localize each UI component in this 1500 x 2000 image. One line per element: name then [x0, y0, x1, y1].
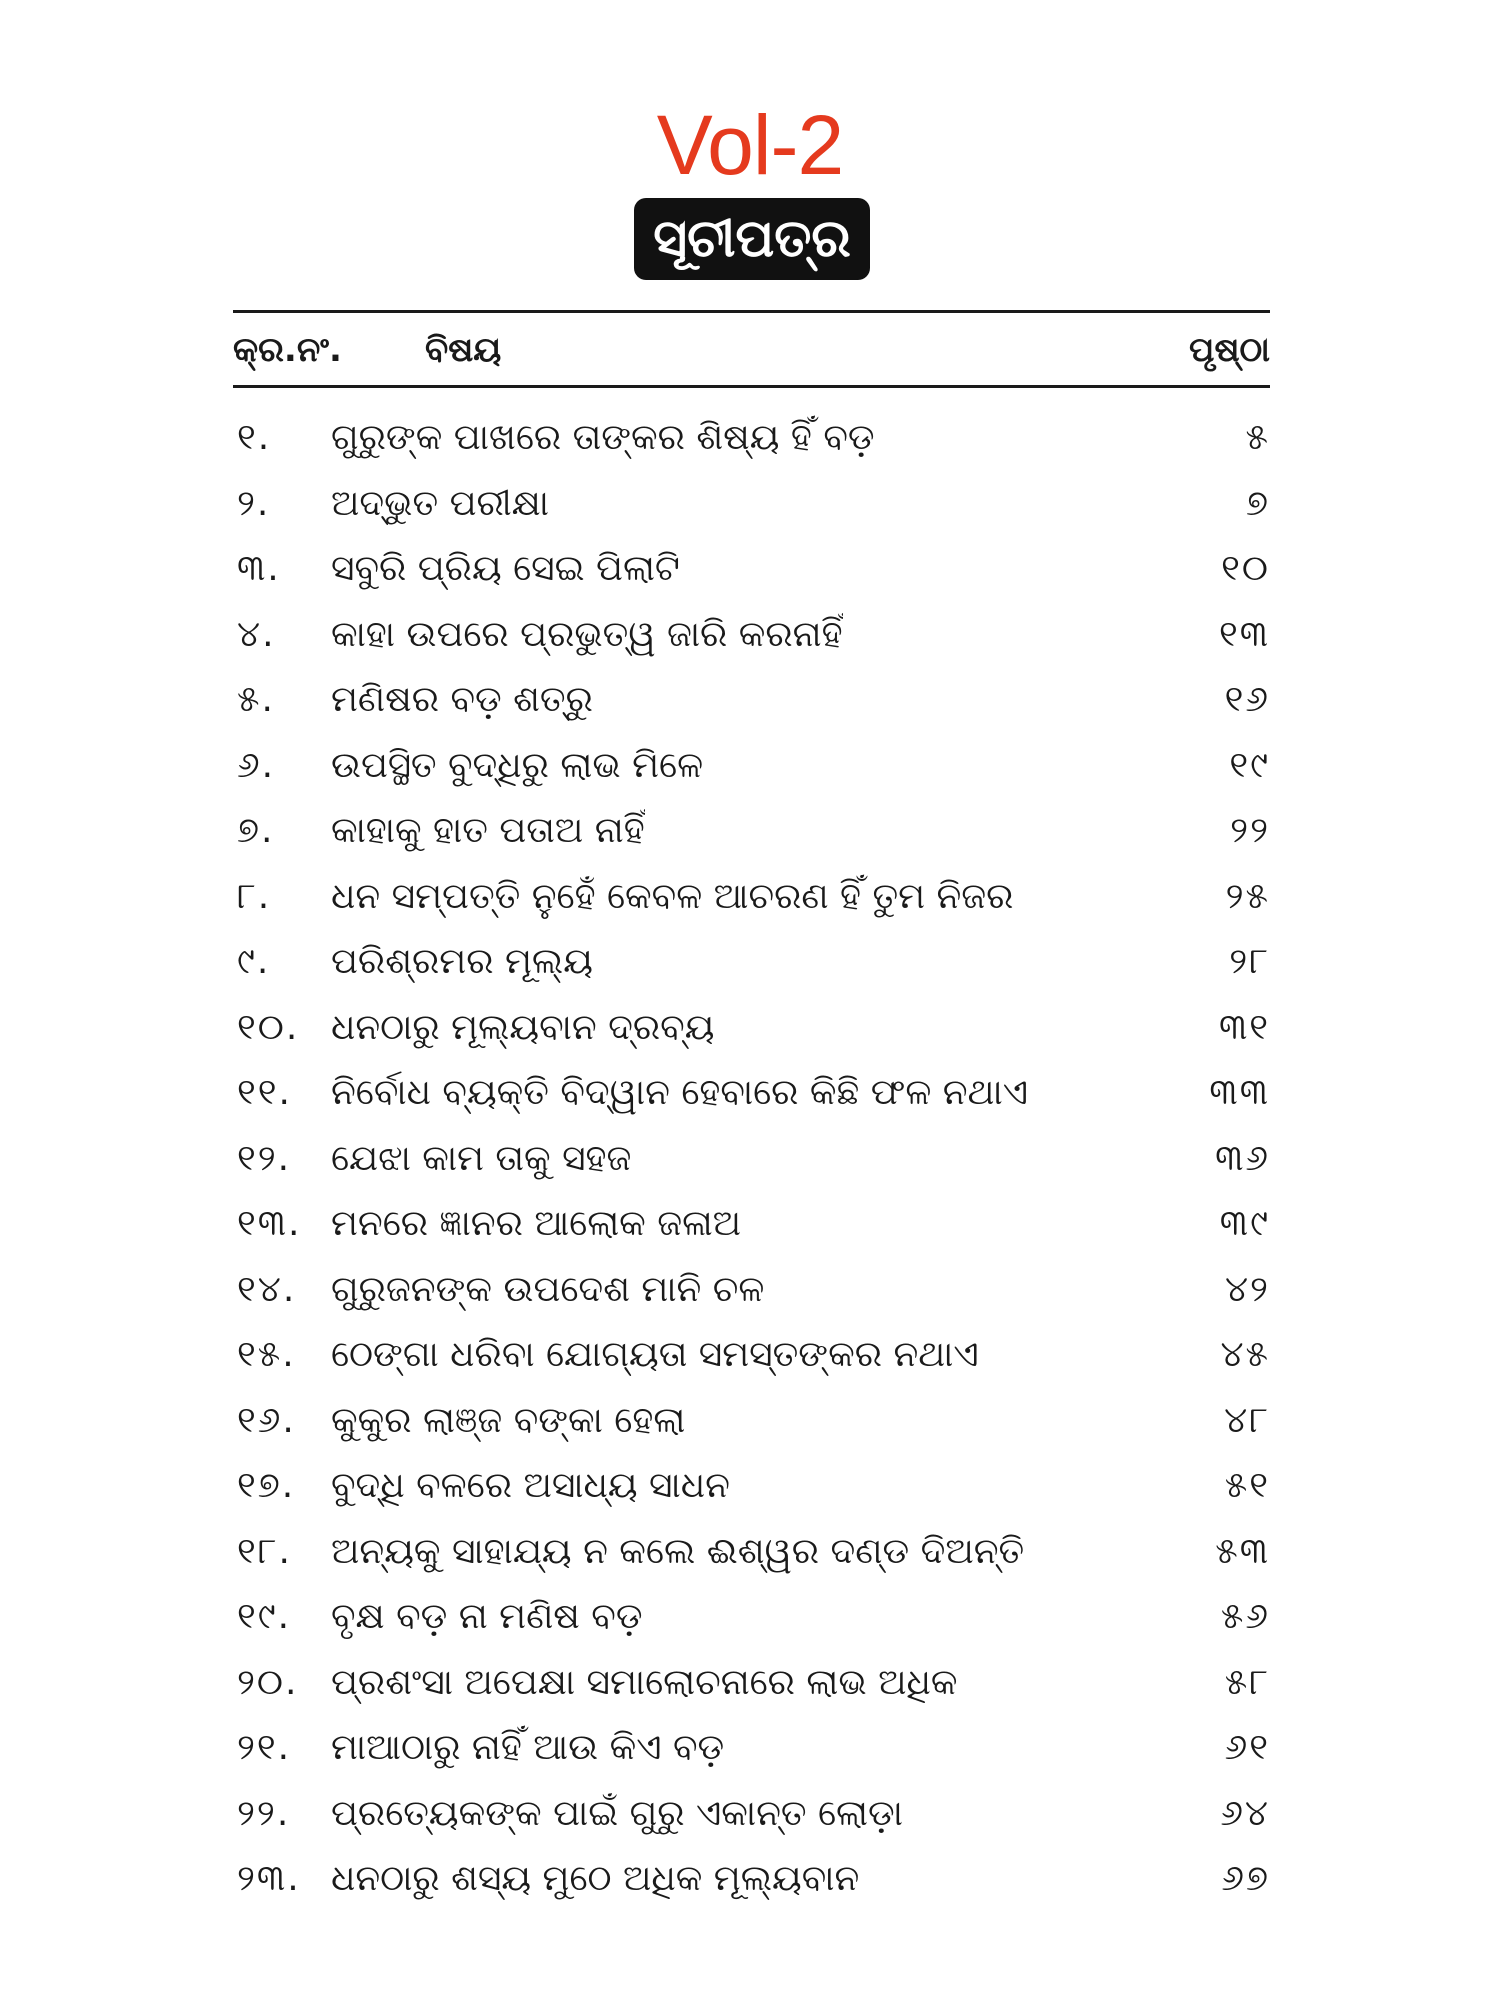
entry-page-number: ୨୨ — [1230, 810, 1270, 851]
entry-number: ୧୬. — [237, 1399, 296, 1441]
entry-number: ୧୨. — [237, 1137, 292, 1179]
contents-entry — [233, 1453, 1270, 1519]
entry-page-number: ୧୦ — [1221, 548, 1270, 589]
contents-entry — [233, 1322, 1270, 1388]
contents-entry — [233, 1715, 1270, 1781]
entry-page-number: ୧୩ — [1218, 613, 1270, 655]
contents-entry — [233, 1191, 1270, 1257]
entry-number: ୩. — [237, 548, 281, 589]
entry-page-number: ୬୧ — [1224, 1727, 1270, 1768]
entry-title: ଯେଝା କାମ ତାକୁ ସହଜ — [331, 1137, 632, 1179]
entry-title: ଠେଙ୍ଗା ଧରିବା ଯୋଗ୍ୟତା ସମସ୍ତଙ୍କର ନଥାଏ — [331, 1334, 979, 1375]
entry-page-number: ୩୧ — [1218, 1006, 1270, 1048]
contents-entry — [233, 1388, 1270, 1454]
contents-entry — [233, 1846, 1270, 1912]
entry-page-number: ୨୫ — [1225, 875, 1270, 917]
entry-title: କୁକୁର ଲାଞ୍ଜ ବଙ୍କା ହେଲା — [331, 1399, 686, 1441]
entry-page-number: ୫ — [1245, 417, 1270, 458]
contents-entry — [233, 1519, 1270, 1585]
contents-entry — [233, 1781, 1270, 1847]
entry-page-number: ୧୬ — [1224, 679, 1270, 720]
entry-number: ୮. — [237, 875, 272, 917]
entry-page-number: ୭ — [1245, 482, 1270, 524]
entry-title: ଅନ୍ୟକୁ ସାହାଯ୍ୟ ନ କଲେ ଈଶ୍ୱର ଦଣ୍ଡ ଦିଅନ୍ତି — [331, 1530, 1025, 1572]
entry-number: ୧୪. — [237, 1268, 297, 1310]
contents-entry — [233, 733, 1270, 799]
contents-entry — [233, 471, 1270, 537]
entry-page-number: ୨୮ — [1229, 941, 1270, 982]
column-header-subject: ବିଷୟ — [425, 330, 502, 370]
entry-title: ବୁଦ୍ଧି ବଳରେ ଅସାଧ୍ୟ ସାଧନ — [331, 1465, 730, 1506]
entry-number: ୨୨. — [237, 1792, 291, 1834]
entry-page-number: ୫୬ — [1220, 1596, 1270, 1637]
entry-number: ୧. — [237, 417, 272, 458]
entry-page-number: ୫୩ — [1215, 1530, 1270, 1572]
entry-number: ୨୩. — [237, 1858, 301, 1899]
entry-page-number: ୫୮ — [1224, 1661, 1270, 1703]
entry-page-number: ୬୭ — [1221, 1858, 1270, 1899]
contents-entry — [233, 798, 1270, 864]
entry-title: ଅଦ୍ଭୁତ ପରୀକ୍ଷା — [331, 482, 549, 524]
entry-page-number: ୪୨ — [1224, 1268, 1270, 1310]
entry-title: ପ୍ରତ୍ୟେକଙ୍କ ପାଇଁ ଗୁରୁ ଏକାନ୍ତ ଲୋଡ଼ା — [331, 1792, 903, 1834]
entry-number: ୨୧. — [237, 1727, 292, 1768]
contents-entry — [233, 405, 1270, 471]
entry-page-number: ୬୪ — [1220, 1792, 1270, 1834]
entry-number: ୧୭. — [237, 1465, 296, 1506]
contents-entry — [233, 929, 1270, 995]
entry-page-number: ୩୯ — [1219, 1203, 1270, 1244]
volume-label: Vol-2 — [656, 98, 844, 192]
contents-entry — [233, 995, 1270, 1061]
entry-title: ଧନଠାରୁ ମୂଲ୍ୟବାନ ଦ୍ରବ୍ୟ — [331, 1006, 715, 1048]
entry-title: ମଣିଷର ବଡ଼ ଶତ୍ରୁ — [331, 679, 593, 720]
entry-number: ୧୫. — [237, 1334, 296, 1375]
column-header-page: ପୃଷ୍ଠା — [1189, 330, 1270, 370]
entry-title: କାହା ଉପରେ ପ୍ରଭୁତ୍ୱ ଜାରି କରନାହିଁ — [331, 613, 843, 655]
entry-title: ସବୁରି ପ୍ରିୟ ସେଇ ପିଲାଟି — [331, 548, 680, 589]
header-top-rule — [233, 310, 1270, 313]
contents-title-badge: ସୂଚୀପତ୍ର — [634, 198, 870, 280]
contents-entry — [233, 1584, 1270, 1650]
entry-title: କାହାକୁ ହାତ ପତାଅ ନାହିଁ — [331, 810, 645, 851]
contents-entry — [233, 1257, 1270, 1323]
contents-entry — [233, 536, 1270, 602]
entry-title: ଧନଠାରୁ ଶସ୍ୟ ମୁଠେ ଅଧିକ ମୂଲ୍ୟବାନ — [331, 1858, 860, 1899]
entry-page-number: ୩୬ — [1215, 1137, 1270, 1179]
contents-entry — [233, 667, 1270, 733]
entry-number: ୯. — [237, 941, 271, 982]
entry-number: ୭. — [237, 810, 275, 851]
contents-entry — [233, 1126, 1270, 1192]
entry-page-number: ୪୮ — [1224, 1399, 1270, 1441]
entry-number: ୧୧. — [237, 1072, 292, 1113]
entry-page-number: ୪୫ — [1220, 1334, 1270, 1375]
entry-number: ୨୦. — [237, 1661, 299, 1703]
entry-number: ୧୮. — [237, 1530, 292, 1572]
entry-title: ପରିଶ୍ରମର ମୂଲ୍ୟ — [331, 941, 593, 982]
contents-list — [233, 405, 1270, 1912]
entry-page-number: ୫୧ — [1224, 1465, 1270, 1506]
entry-number: ୨. — [237, 482, 271, 524]
contents-entry — [233, 602, 1270, 668]
column-header-serial: କ୍ର.ନଂ. — [233, 330, 342, 370]
entry-title: ପ୍ରଶଂସା ଅପେକ୍ଷା ସମାଲୋଚନାରେ ଲାଭ ଅଧିକ — [331, 1661, 958, 1703]
entry-title: ଗୁରୁଜନଙ୍କ ଉପଦେଶ ମାନି ଚଳ — [331, 1268, 765, 1310]
entry-title: ମାଆଠାରୁ ନାହିଁ ଆଉ କିଏ ବଡ଼ — [331, 1727, 725, 1768]
entry-title: ବୃକ୍ଷ ବଡ଼ ନା ମଣିଷ ବଡ଼ — [331, 1596, 643, 1637]
contents-entry — [233, 864, 1270, 930]
contents-entry — [233, 1650, 1270, 1716]
entry-number: ୧୯. — [237, 1596, 292, 1637]
entry-page-number: ୩୩ — [1209, 1072, 1270, 1113]
entry-title: ନିର୍ବୋଧ ବ୍ୟକ୍ତି ବିଦ୍ୱାନ ହେବାରେ କିଛି ଫଳ ନଥାଏ — [331, 1072, 1029, 1113]
entry-number: ୫. — [237, 679, 275, 720]
entry-page-number: ୧୯ — [1229, 744, 1270, 786]
entry-number: ୬. — [237, 744, 276, 786]
entry-title: ଗୁରୁଙ୍କ ପାଖରେ ତାଙ୍କର ଶିଷ୍ୟ ହିଁ ବଡ଼ — [331, 417, 875, 458]
contents-entry — [233, 1060, 1270, 1126]
entry-title: ଉପସ୍ଥିତ ବୁଦ୍ଧିରୁ ଲାଭ ମିଳେ — [331, 744, 704, 786]
entry-title: ମନରେ ଜ୍ଞାନର ଆଲୋକ ଜଳାଅ — [331, 1203, 742, 1244]
entry-title: ଧନ ସମ୍ପତ୍ତି ନୁହେଁ କେବଳ ଆଚରଣ ହିଁ ତୁମ ନିଜର — [331, 875, 1014, 917]
entry-number: ୧୩. — [237, 1203, 302, 1244]
entry-number: ୪. — [237, 613, 276, 655]
header-bottom-rule — [233, 385, 1270, 388]
entry-number: ୧୦. — [237, 1006, 300, 1048]
